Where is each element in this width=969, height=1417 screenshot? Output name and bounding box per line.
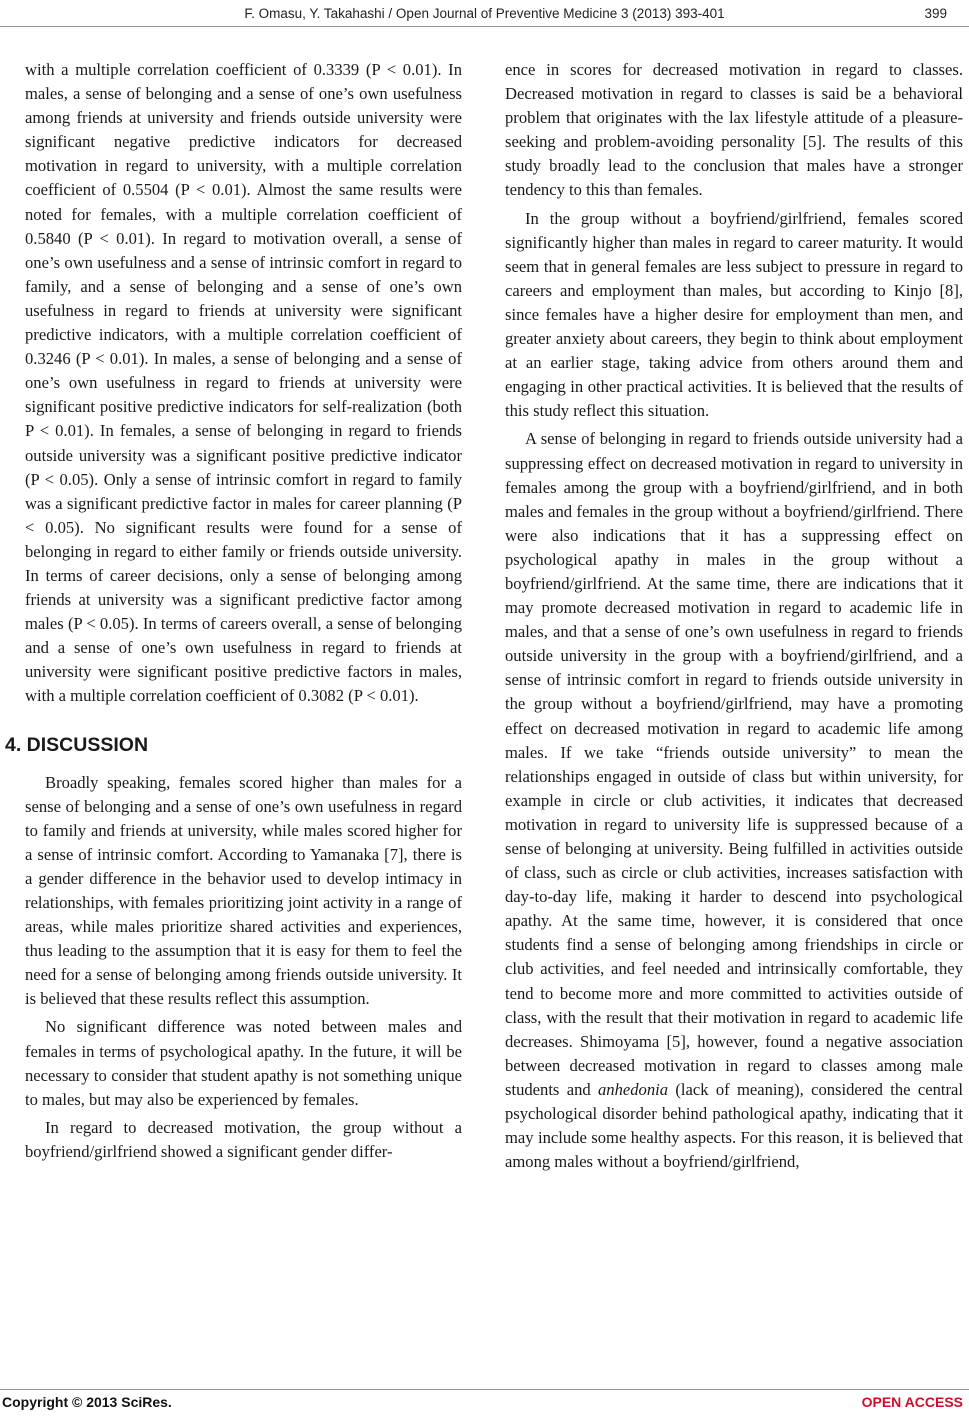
right-column [505,58,963,1174]
section-heading-discussion: 4. DISCUSSION [5,733,149,756]
running-title: F. Omasu, Y. Takahashi / Open Journal of Preventive Medicine 3 (2013) 393-401 [244,6,725,21]
paragraph-discussion-2: No significant difference was noted between males and females in terms of psychological apathy. In the future, it will be necessary to consider that student apathy is not something unique to males, but may also be experienced by females. [25,1017,462,1109]
left-column [5,58,462,1164]
copyright-notice: Copyright © 2013 SciRes. [2,1394,172,1410]
open-access-label: OPEN ACCESS [861,1394,963,1410]
paragraph-text: (lack of meaning), considered the central psychological disorder behind pathological apathy, indicating that it may include some healthy aspects. For this reason, it is believed that among males without a boyfriend/girlfriend, [505,1079,963,1172]
paragraph-discussion-4: In the group without a boyfriend/girlfriend, females scored significantly higher than males in regard to career maturity. It would seem that in general females are less subject to pressure in regard to careers and employment than males, but according to Kinjo [8], since females have a higher desire for employment than men, and greater anxiety about careers, they begin to think about employment at an earlier stage, taking advice from others around them and engaging in other practical activities. It is believed that the results of this study reflect this situation. [505,208,963,421]
paragraph-discussion-1: Broadly speaking, females scored higher than males for a sense of belonging and a sense of one’s own usefulness in regard to family and friends at university, while males scored higher for a sense of intrinsic comfort. According to Yamanaka [7], there is a gender difference in the behavior used to develop intimacy in relationships, with females prioritizing joint activity in a range of areas, while males prioritize shared activities and experiences, thus leading to the assumption that it is easy for them to feel the need for a sense of belonging among friends outside university. It is believed that these results reflect this assumption. [25,772,462,1009]
paragraph-results-continued: with a multiple correlation coefficient of 0.3339 (P < 0.01). In males, a sense of belonging and a sense of one’s own usefulness among friends at university and friends outside university were significant negative predictive indicators for decreased motivation in regard to university, with a multiple correlation coefficient of 0.5504 (P < 0.01). Almost the same results were noted for females, with a multiple correlation coefficient of 0.5840 (P < 0.01). In regard to motivation overall, a sense of one’s own usefulness and a sense of intrinsic comfort in regard to family, and a sense of belonging and a sense of one’s own usefulness in regard to friends at university were significant predictive indicators, with a multiple correlation coefficient of 0.3246 (P < 0.01). In males, a sense of belonging and a sense of one’s own usefulness in regard to friends at university were significant positive predictive indicators for self-realization (both P < 0.01). In females, a sense of belonging in regard to friends outside university was a significant positive predictive indicator (P < 0.05). Only a sense of intrinsic comfort in regard to family was a significant predictive factor in males for career planning (P < 0.05). No significant results were found for a sense of belonging in regard to either family or friends outside university. In terms of career decisions, only a sense of belonging among friends at university was a significant predictive factor among males (P < 0.05). In terms of careers overall, a sense of belonging and a sense of one’s own usefulness in regard to friends at university were significant positive predictive factors in males, with a multiple correlation coefficient of 0.3082 (P < 0.01). [25,60,462,706]
running-header [0,6,969,26]
page-number: 399 [924,6,947,21]
italic-term-anhedonia: anhedonia [597,1079,669,1099]
paragraph-text: A sense of belonging in regard to friends outside university had a suppressing effect on decreased motivation in regard to university in females among the group with a boyfriend/girlfriend, and in both males and females in the group without a boyfriend/girlfriend. There were also indications that it has a suppressing effect on psychological apathy in males in the group without a boyfriend/girlfriend. At the same time, there are indications that it may promote decreased motivation in regard to academic life in males, and that a sense of one’s own usefulness in regard to friends outside university in the group with a boyfriend/girlfriend, and a sense of intrinsic comfort in regard to friends outside university in the group without a boyfriend/girlfriend, may have a promoting effect on decreased motivation in regard to academic life among males. If we take “friends outside university” to mean the relationships engaged in outside of class but within university, for example in circle or club activities, it indicates that decreased motivation in regard to university life is suppressed because of a sense of belonging at university. Being fulfilled in activities outside of class, such as circle or club activities, increases satisfaction with day-to-day life, making it harder to descend into psychological apathy. At the same time, however, it is considered that once students find a sense of belonging among friendships in circle or club activities, and feel needed and intrinsically comfortable, they tend to become more and more committed to activities outside of class, with the result that their motivation in regard to academic life decreases. Shimoyama [5], however, found a negative association between decreased motivation in regard to classes among male students and [505,429,963,1099]
paragraph-discussion-3: In regard to decreased motivation, the group without a boyfriend/girlfriend showed a significant gender differ- [25,1117,462,1161]
header-rule [0,26,969,27]
footer-rule [0,1389,969,1390]
paragraph-discussion-5 [505,427,963,1174]
page-footer [0,1394,969,1414]
paragraph-discussion-3-continued: ence in scores for decreased motivation in regard to classes. Decreased motivation in regard to classes is said be a behavioral problem that originates with the lax lifestyle attitude of a pleasure-seeking and problem-avoiding personality [5]. The results of this study broadly lead to the conclusion that males have a stronger tendency to this than females. [505,60,963,200]
